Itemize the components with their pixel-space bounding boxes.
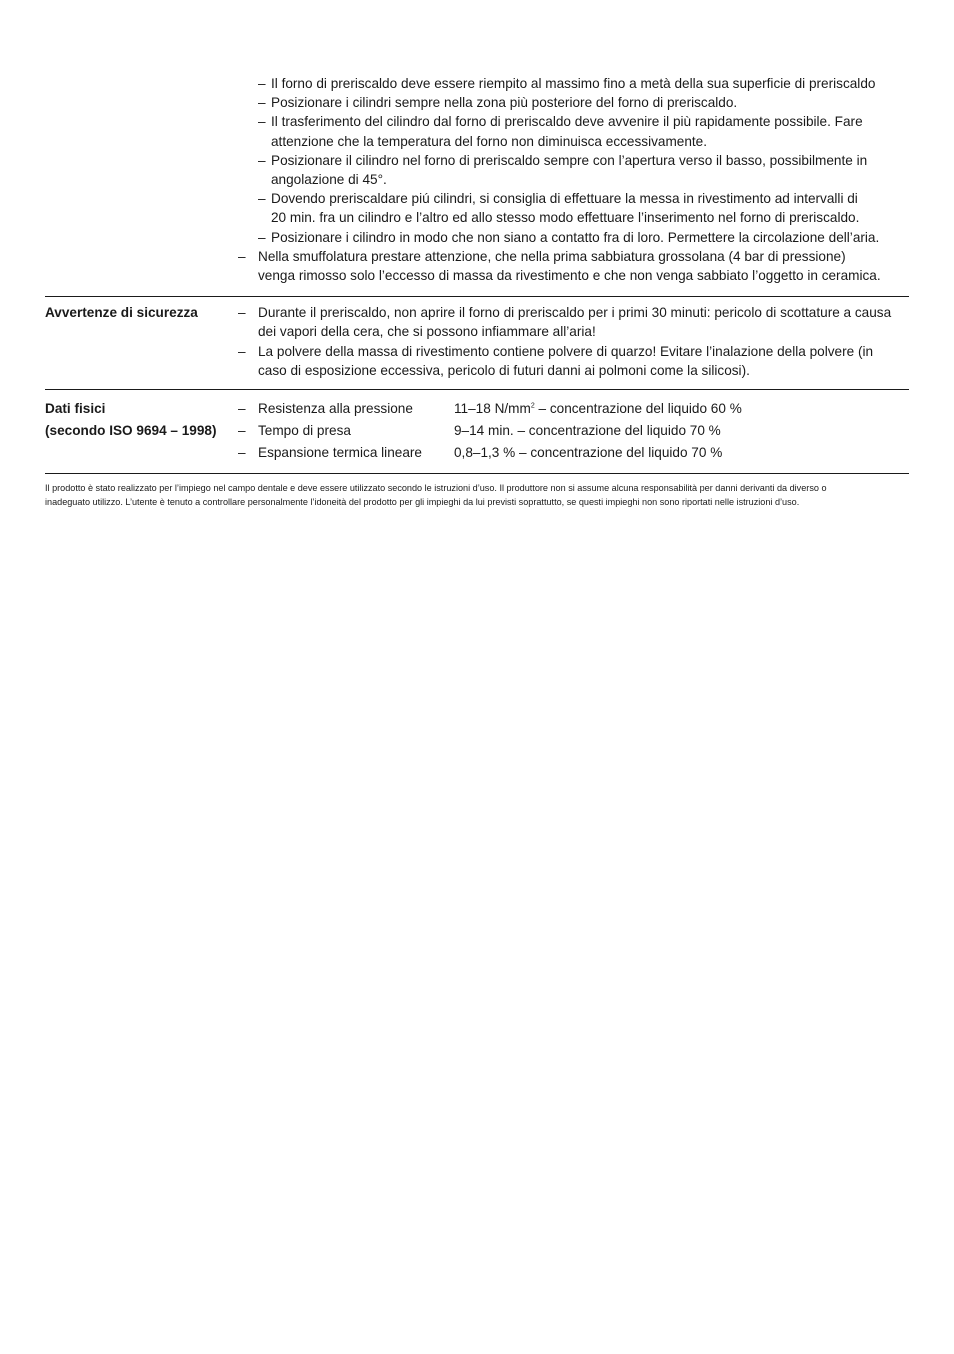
property-value: 9–14 min. – concentrazione del liquido 70 % — [454, 423, 721, 439]
physical-row: (secondo ISO 9694 – 1998) – Tempo di presa 9–14 min. – concentrazione del liquido 70 % — [45, 420, 909, 442]
preheating-sublist — [258, 74, 909, 247]
list-item: – La polvere della massa di rivestimento contiene polvere di quarzo! Evitare l’inalazione della polvere (in caso di esposizione eccessiva, pericolo di futuri danni ai polmoni come la silicosi). — [238, 343, 874, 378]
list-item-smuffolatura: – Nella smuffolatura prestare attenzione, che nella prima sabbiatura grossolana (4 bar di pressione) venga rimosso solo l’eccesso di massa da rivestimento e che non venga sabbiato l’oggetto in ceramica. — [238, 248, 881, 284]
property-value: 11–18 $N/mm^2$ – concentrazione del liquido 60 % — [454, 401, 742, 417]
list-item: Avvertenze di sicurezza – Durante il preriscaldo, non aprire il forno di preriscaldo per i primi 30 minuti: pericolo di scottature a causa dei vapori della cera, che si possono infiammare all’aria! — [45, 303, 909, 341]
physical-heading: Dati fisici — [45, 401, 106, 417]
disclaimer: Il prodotto è stato realizzato per l’impiego nel campo dentale e deve essere utilizzato secondo le istruzioni d’uso. Il produttore non si assume alcuna responsabilità per danni derivanti da diverso o inadeguato utilizzo. L’utente è tenuto a controllare personalmente l’idoneità del prodotto per gli impieghi da lui previsti soprattutto, se questi impieghi non sono riportati nelle istruzioni d’uso. — [45, 483, 827, 508]
safety-section — [45, 297, 909, 389]
sublist-item: – Posizionare i cilindri sempre nella zona più posteriore del forno di preriscaldo. — [258, 95, 738, 111]
physical-data-section — [45, 390, 909, 473]
preheating-section — [45, 74, 909, 285]
physical-row: – Espansione termica lineare 0,8–1,3 % – concentrazione del liquido 70 % — [45, 442, 909, 464]
physical-row: Dati fisici – Resistenza alla pressione 11–18 $N/mm^2$ – concentrazione del liquido 60 % — [45, 398, 909, 420]
sublist-item: – Il forno di preriscaldo deve essere riempito al massimo fino a metà della sua superficie di preriscaldo — [258, 76, 876, 91]
sublist-item: – Posizionare il cilindro nel forno di preriscaldo sempre con l’apertura verso il basso, possibilmente in angolazione di 45°. — [258, 152, 868, 188]
physical-heading-standard: (secondo ISO 9694 – 1998) — [45, 423, 217, 439]
safety-heading: Avvertenze di sicurezza — [45, 305, 198, 321]
property-name: Tempo di presa — [258, 423, 351, 439]
sublist-item: – Posizionare i cilindro in modo che non siano a contatto fra di loro. Permettere la circolazione dell’aria. — [258, 229, 880, 245]
document-page — [45, 74, 909, 509]
sublist-item: – Il trasferimento del cilindro dal forno di preriscaldo deve avvenire il più rapidamente possibile. Fare attenzione che la temperatura del forno non diminuisca eccessivamente. — [258, 114, 863, 149]
property-value: 0,8–1,3 % – concentrazione del liquido 70 % — [454, 445, 723, 461]
property-name: Resistenza alla pressione — [258, 401, 413, 417]
sublist-item: – Dovendo preriscaldare piú cilindri, si consiglia di effettuare la messa in rivestimento ad intervalli di 20 min. fra un cilindro e l’altro ed allo stesso modo effettuare l’inserimento nel forno di preriscaldo. — [258, 191, 860, 226]
property-name: Espansione termica lineare — [258, 445, 422, 461]
